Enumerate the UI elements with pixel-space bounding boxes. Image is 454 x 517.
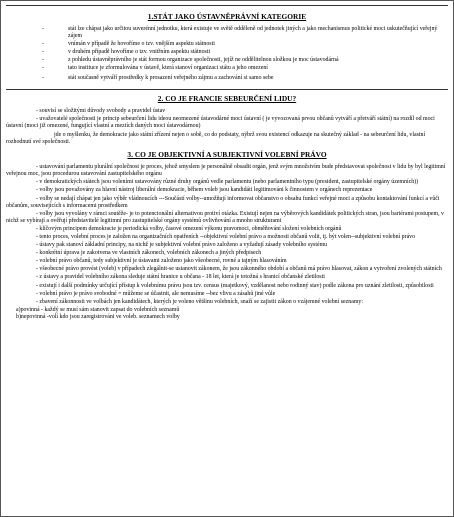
list-item: b)nepovinná -volí kdo jsou zaregistrováni ve voleb. seznamech volby	[16, 313, 180, 320]
section-state-box	[6, 5, 448, 90]
paragraph: - volby jsou považovány za hlavní nástroj liberální demokracie, během voleb jsou kandidáti legitimováni k činnostem v orgánech reprezentace	[36, 187, 373, 194]
paragraph: - volby se nedají chápat jen jako výběr vládnoucích ---Součástí volby--umožňují informovat občanstvo o obsahu funkcí veřejné moci a způsobu kontaktování funkcí a vůči občanům, souvisejících s informacemi prostředkem	[6, 195, 440, 209]
paragraph: - souvisí se složitými důvody svobody a pravidel ústav	[36, 107, 166, 114]
paragraph: - ustavování parlamentu plurální společnost je proces, jehož smyslem je personálně obsadit orgán, jenž svým množstvím bude představovat společnost v lidu by byl legitimní veřejnou moc, jsou procedurou ustavování zastupitelského orgánu	[6, 164, 446, 178]
paragraph: - uvažovatelé společnosti je princip sebeurčení lidu ideou neomezené ústavodárné moci ústavní ( je vyvozovaná prvou občanů vytváří a přetváří státní) na rozdíl od moci ústavní (moci již omezené, fungující vlastní a meziích daných moci ústavodárnou)	[6, 115, 435, 129]
list-item: a)povinná - každý se musí sám stanovit zapsat do volebních seznamů	[16, 306, 180, 313]
list-item: - stát současně vytváří prostředky k prosazení veřejného zájmu a zachování si samo sebe	[6, 75, 448, 82]
paragraph: - z ústavy a pravidel volebního zákona sleduje státní hranice u občana - 18 let, která je totožná s hranicí občanské zletilosti	[36, 274, 325, 281]
paragraph: - klíčovým principem demokracie je periodická volby, časové omezení výkonu pravomoci, obměňování složení volebních orgánů	[36, 225, 342, 232]
paragraph: - volby jsou vyvolány v rámci soutěže- je to potencionální alternativou protiví otázka. Existují nejen na výběrových kandidátek politických stran, jsou bariérami postupem, v nichž se vybírají a ověřují představitelé legitimní pro zastupitelské orgány systémů ovlivňování a mnoho strukturami	[6, 210, 444, 224]
section-2-title: 2. CO JE FRANCIE SEBEURČENÍ LIDU?	[157, 93, 297, 103]
paragraph: jde o myšlenku, že demokracie jako státní zřízení nejen o sobě, co do podstaty, nýbrž svou existencí odkazuje na skutečný základ - na sebeurčení lidu, vlastní rozhodnutí své společnosti.	[6, 131, 426, 146]
list-item: - tato instituce je zformulována v ústavě, která stanoví organizaci státu a jeho omezení	[6, 65, 448, 72]
paragraph: - existují i další podmínky určující přístup k volebnímu právu jsou tzv. census (majetkový, vzdělanost nebo rodinný stav) podle zákona pro uznání zletilosti, způsobilosti	[36, 282, 434, 289]
section-3-title: 3. CO JE OBJEKTIVNÍ A SUBJEKTIVNÍ VOLEBNÍ PRÁVO	[127, 150, 327, 160]
paragraph: - volební právo je právo svobodné = můžeme se účastnit, ale nemusíme --bez vlivu a zásahů jiné vůle	[36, 290, 276, 297]
section-1-title: 1.STÁT JAKO ÚSTAVNĚPRÁVNÍ KATEGORIE	[147, 12, 307, 21]
list-item: - vnímán v případě že hovoříme o tzv. vnějším aspektu státnosti	[6, 41, 448, 48]
paragraph: - tento proces, volební proces je založen na organizačních opatřeních --objektivní volební právo a možnosti občanů volit, tj. být volen--subjektivní volební právo	[36, 233, 416, 240]
list-item: - stát lze chápat jako určitou suverénní jednotku, která existuje ve světě odděleně od jednotek jiných a jako mechanismus politické moci uskutečňující veřejný zájem	[6, 26, 448, 40]
paragraph: - všeobecné právo provést (voleb) v případech zlegálnit-se ustanovit zákonem, že jsou zákonného období a občanů má právo hlasovat, zákon a vytvoření zvolených státních	[36, 266, 442, 273]
list-item: - z pohledu ústavněprávního je stát formou organizace společnosti, jejíž ne oddělitelnou složkou je moc ústavodárná	[6, 57, 448, 64]
paragraph: - zbavení zákonnosti ve volbách jen kandidátech, kterých je voleno většinu volebních, snaží se zajistit zákon o vzájemné volební seznamy:	[36, 298, 363, 305]
paragraph: - konkrétní úprava je zakotvena ve vlastních zákonech, volebních zákonech a jiných předpisech	[36, 250, 262, 257]
paragraph: - v demokratických státech jsou voleními ustavovány různé druhy orgánů vedle parlamentu (nebo parlamentního typu (president, zastupitelské orgány územních))	[36, 179, 419, 186]
paragraph: - ústavy pak stanoví základní principy, na nichž je subjektivní volební právo založeno a vyžadují zásady volebního systému	[36, 242, 328, 249]
list-item: - v druhém případě hovoříme o tzv. vnitřním aspektu státnosti	[6, 49, 448, 56]
paragraph: - volební právo občanů, tedy subjektivní je ústavami založeno jako všeobecné, rovné a tajným hlasováním	[36, 258, 287, 265]
